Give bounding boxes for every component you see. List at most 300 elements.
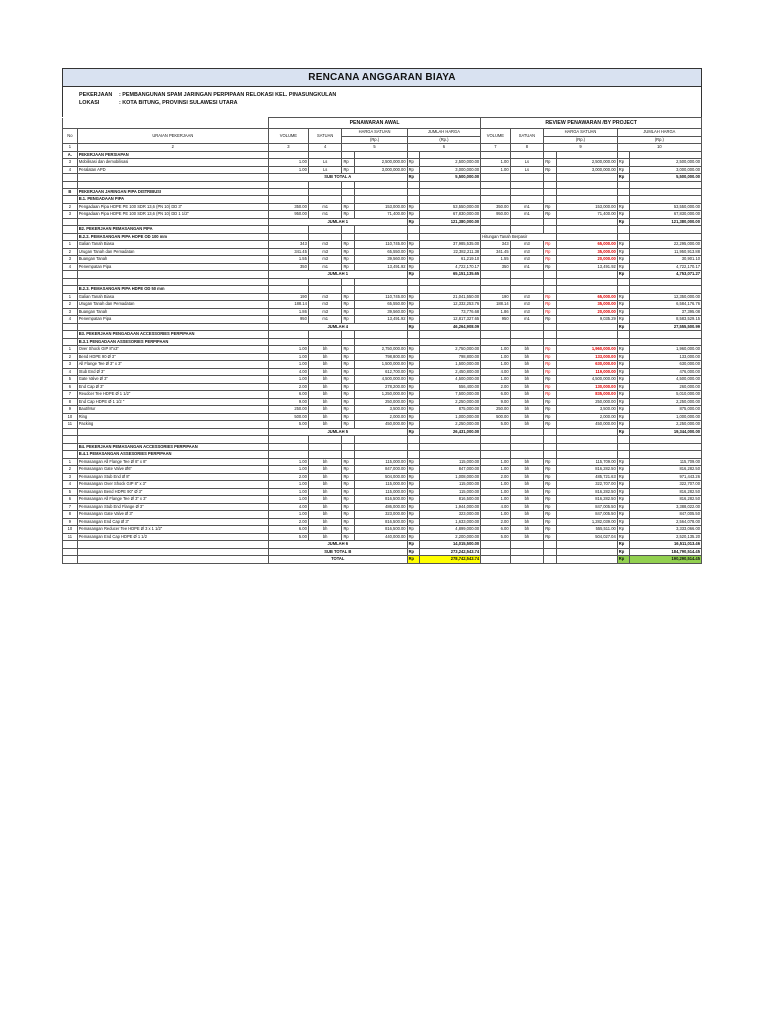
review-unit-price-cell: 153,000.00 [556, 203, 617, 211]
row-number: 7 [63, 503, 78, 511]
currency-label: Rp [617, 361, 630, 369]
review-unit-cell: bh [510, 421, 544, 429]
empty-cell [481, 278, 510, 285]
review-unit-cell: bh [510, 383, 544, 391]
review-total-price-cell: 1,000,000.00 [630, 413, 702, 421]
total-price-cell: 115,000.00 [420, 488, 481, 496]
currency-label: Rp [544, 511, 557, 519]
item-description: Pemasangan Stub End Flange Ø 3" [77, 503, 268, 511]
section-title: PEKERJAAN PERSIAPAN [77, 151, 268, 159]
currency-label: Rp [342, 166, 355, 174]
table-row [63, 458, 702, 466]
review-total-price-cell: 4,500,000.00 [630, 376, 702, 384]
unit-price-cell: 13,491.92 [355, 263, 408, 271]
currency-label: Rp [407, 241, 420, 249]
review-volume-cell: 1.00 [481, 488, 510, 496]
subsection-row [63, 451, 702, 459]
review-unit-price-cell: 119,000.00 [556, 368, 617, 376]
col-satuan-review: SATUAN [510, 129, 544, 144]
total-price-cell: 556,400.00 [420, 383, 481, 391]
unit-price-cell: 115,000.00 [355, 488, 408, 496]
table-row [63, 248, 702, 256]
item-description: Pemasangan Reducer Tee HDPE Ø 3 x 1 1/2" [77, 526, 268, 534]
review-unit-price-cell: 847,005.50 [556, 511, 617, 519]
empty-cell [77, 436, 268, 443]
subsection-row [63, 338, 702, 346]
currency-label: Rp [617, 218, 630, 226]
row-number: 7 [63, 391, 78, 399]
currency-label: Rp [407, 518, 420, 526]
col-number: 5 [342, 144, 407, 152]
total-price-cell: 21,041,550.00 [420, 293, 481, 301]
currency-label: Rp [407, 308, 420, 316]
currency-label: Rp [617, 481, 630, 489]
empty-cell [544, 181, 557, 188]
table-row [63, 159, 702, 167]
empty-cell [617, 338, 630, 346]
currency-label: Rp [342, 241, 355, 249]
unit-cell: bh [308, 383, 342, 391]
subtotal-value: 14,015,500.00 [420, 541, 481, 549]
unit-rp: (Rp.) [407, 136, 481, 144]
volume-cell: 2.00 [268, 473, 308, 481]
currency-label: Rp [617, 398, 630, 406]
item-description: Pemasangan Gate Valve Ø6" [77, 466, 268, 474]
currency-label: Rp [342, 406, 355, 414]
volume-cell: 341.45 [268, 248, 308, 256]
empty-cell [510, 196, 544, 204]
review-volume-cell: 9.00 [481, 398, 510, 406]
unit-cell: bh [308, 496, 342, 504]
item-description: Urugan Tanah dan Pemadatan [77, 301, 268, 309]
empty-cell [268, 331, 308, 339]
empty-cell [510, 188, 544, 196]
empty-cell [617, 286, 630, 294]
empty-cell [556, 556, 617, 564]
row-number: 11 [63, 533, 78, 541]
empty-cell [63, 174, 78, 182]
empty-cell [268, 151, 308, 159]
empty-cell [355, 181, 408, 188]
review-subtotal-value: 16,511,013.46 [630, 541, 702, 549]
review-total-price-cell: 11,950,913.88 [630, 248, 702, 256]
currency-label: Rp [617, 271, 630, 279]
review-total-price-cell: 2,500,000.00 [630, 159, 702, 167]
empty-cell [544, 451, 557, 459]
review-volume-cell: 2.00 [481, 383, 510, 391]
review-total-price-cell: 53,550,000.00 [630, 203, 702, 211]
item-description: Ring [77, 413, 268, 421]
empty-cell [342, 226, 355, 234]
lokasi-row [79, 100, 701, 108]
unit-price-cell: 13,491.92 [355, 316, 408, 324]
unit-cell: bh [308, 533, 342, 541]
total-price-cell: 115,000.00 [420, 458, 481, 466]
currency-label: Rp [342, 301, 355, 309]
empty-cell [544, 556, 557, 564]
review-unit-price-cell: 115,709.00 [556, 458, 617, 466]
table-row [63, 263, 702, 271]
item-description: All Flange Tee Ø 3" x 3" [77, 361, 268, 369]
review-total-price-cell: 260,000.00 [630, 383, 702, 391]
unit-price-cell: 65,550.00 [355, 248, 408, 256]
review-volume-cell: 343 [481, 241, 510, 249]
review-volume-cell: 250.00 [481, 406, 510, 414]
empty-cell [355, 331, 408, 339]
currency-label: Rp [342, 526, 355, 534]
currency-label: Rp [617, 488, 630, 496]
subsection-row [63, 286, 702, 294]
currency-label: Rp [342, 458, 355, 466]
review-total-price-cell: 2,564,078.00 [630, 518, 702, 526]
volume-cell: 350.00 [268, 203, 308, 211]
review-volume-cell: 341.45 [481, 248, 510, 256]
section-row [63, 188, 702, 196]
empty-cell [308, 196, 342, 204]
total-price-cell: 4,722,170.17 [420, 263, 481, 271]
review-unit-cell: m3 [510, 301, 544, 309]
currency-label: Rp [544, 473, 557, 481]
col-number: 4 [308, 144, 342, 152]
empty-cell [510, 278, 544, 285]
total-price-cell: 115,000.00 [420, 481, 481, 489]
subtotal-row [63, 323, 702, 331]
review-volume-cell: 2.00 [481, 518, 510, 526]
table-row [63, 533, 702, 541]
empty-cell [544, 218, 557, 226]
item-description: Gate Valve Ø 3" [77, 376, 268, 384]
col-uraian: URAIAN PEKERJAAN [77, 129, 268, 144]
currency-label: Rp [342, 518, 355, 526]
total-price-cell: 53,550,000.00 [420, 203, 481, 211]
total-price-cell: 37,985,535.00 [420, 241, 481, 249]
unit-cell: m3 [308, 256, 342, 264]
subtotal-row [63, 548, 702, 556]
currency-label: Rp [544, 391, 557, 399]
empty-cell [510, 226, 544, 234]
currency-label: Rp [342, 488, 355, 496]
row-number: 6 [63, 496, 78, 504]
review-subtotal-value: 184,790,514.45 [630, 548, 702, 556]
empty-cell [481, 218, 510, 226]
currency-label: Rp [617, 368, 630, 376]
currency-label: Rp [544, 256, 557, 264]
item-description: Buangan Tanah [77, 308, 268, 316]
blank-row [63, 436, 702, 443]
empty-cell [342, 233, 355, 241]
review-unit-cell: bh [510, 503, 544, 511]
unit-cell: bh [308, 511, 342, 519]
empty-cell [556, 188, 617, 196]
row-number: 2 [63, 248, 78, 256]
empty-cell [556, 443, 617, 451]
item-description: End Cap Ø 3" [77, 383, 268, 391]
subsection-title: B.1. PENGADAAN PIPA [77, 196, 268, 204]
currency-label: Rp [544, 518, 557, 526]
volume-cell: 1.00 [268, 496, 308, 504]
review-total-price-cell: 630,000.00 [630, 361, 702, 369]
review-unit-price-cell: 322,707.00 [556, 481, 617, 489]
review-unit-cell: m3 [510, 293, 544, 301]
review-volume-cell: 500.00 [481, 413, 510, 421]
total-price-cell: 73,776.68 [420, 308, 481, 316]
currency-label: Rp [342, 413, 355, 421]
currency-label: Rp [544, 503, 557, 511]
currency-label: Rp [407, 428, 420, 436]
item-description: Baut/Mur [77, 406, 268, 414]
item-description: Galian Tanah Biasa [77, 241, 268, 249]
review-subtotal-value: 27,555,500.99 [630, 323, 702, 331]
review-unit-cell: m1 [510, 203, 544, 211]
empty-cell [407, 331, 420, 339]
empty-cell [355, 436, 408, 443]
row-number: 6 [63, 383, 78, 391]
review-volume-cell: 1.00 [481, 481, 510, 489]
currency-label: Rp [544, 159, 557, 167]
table-row [63, 511, 702, 519]
currency-label: Rp [342, 533, 355, 541]
empty-cell [77, 181, 268, 188]
empty-cell [510, 556, 544, 564]
col-number: 1 [63, 144, 78, 152]
review-unit-price-cell: 9,035.29 [556, 316, 617, 324]
volume-cell: 2.00 [268, 518, 308, 526]
empty-cell [63, 323, 78, 331]
review-unit-cell: bh [510, 413, 544, 421]
col-no: No [63, 129, 78, 144]
currency-label: Rp [544, 421, 557, 429]
review-volume-cell: 4.00 [481, 368, 510, 376]
blank-row [63, 181, 702, 188]
col-number: 2 [77, 144, 268, 152]
review-unit-price-cell: 1,282,039.00 [556, 518, 617, 526]
empty-cell [630, 196, 702, 204]
empty-cell [308, 188, 342, 196]
currency-label: Rp [617, 526, 630, 534]
review-unit-price-cell: 3,000,000.00 [556, 166, 617, 174]
col-satuan: SATUAN [308, 129, 342, 144]
empty-cell [630, 151, 702, 159]
table-row [63, 526, 702, 534]
row-number: 4 [63, 263, 78, 271]
row-number: 1 [63, 241, 78, 249]
currency-label: Rp [407, 218, 420, 226]
currency-label: Rp [407, 406, 420, 414]
empty-cell [420, 226, 481, 234]
empty-cell [342, 286, 355, 294]
row-number: 2 [63, 203, 78, 211]
review-unit-price-cell: 20,000.00 [556, 256, 617, 264]
empty-cell [268, 181, 308, 188]
total-price-cell: 12,817,327.65 [420, 316, 481, 324]
empty-cell [355, 286, 408, 294]
empty-cell [510, 541, 544, 549]
currency-label: Rp [544, 293, 557, 301]
currency-label: Rp [407, 511, 420, 519]
review-unit-cell: m3 [510, 308, 544, 316]
empty-cell [268, 436, 308, 443]
empty-cell [556, 226, 617, 234]
currency-label: Rp [544, 398, 557, 406]
unit-price-cell: 2,750,000.00 [355, 346, 408, 354]
subsection-title: B.4.1 PEMASANGAN ASSESORIES PERPIPAAN [77, 451, 268, 459]
empty-cell [420, 181, 481, 188]
row-number: 1 [63, 458, 78, 466]
unit-cell: m1 [308, 316, 342, 324]
review-volume-cell: 1.00 [481, 353, 510, 361]
volume-cell: 9.00 [268, 398, 308, 406]
total-price-cell: 1,633,000.00 [420, 518, 481, 526]
empty-cell [77, 323, 268, 331]
review-volume-cell: 950.00 [481, 211, 510, 219]
empty-cell [420, 233, 481, 241]
currency-label: Rp [617, 428, 630, 436]
currency-label: Rp [617, 473, 630, 481]
row-number: 10 [63, 526, 78, 534]
currency-label: Rp [342, 346, 355, 354]
review-total-price-cell: 37,395.08 [630, 308, 702, 316]
subsection-row [63, 443, 702, 451]
empty-cell [308, 286, 342, 294]
review-unit-price-cell: 65,000.00 [556, 293, 617, 301]
column-number-row [63, 144, 702, 152]
empty-cell [407, 286, 420, 294]
review-unit-cell: bh [510, 353, 544, 361]
review-unit-cell: bh [510, 346, 544, 354]
empty-cell [556, 436, 617, 443]
total-price-cell: 798,800.00 [420, 353, 481, 361]
blank-row [63, 278, 702, 285]
review-total-price-cell: 3,333,066.00 [630, 526, 702, 534]
volume-cell: 6.00 [268, 391, 308, 399]
total-price-cell: 2,200,000.00 [420, 533, 481, 541]
row-number: 10 [63, 413, 78, 421]
review-volume-cell: 1.00 [481, 466, 510, 474]
item-description: Peralatan APD [77, 166, 268, 174]
review-unit-cell: m1 [510, 316, 544, 324]
currency-label: Rp [544, 458, 557, 466]
empty-cell [268, 338, 308, 346]
review-note: Hitungan Tanah Berpasir [481, 233, 557, 241]
empty-cell [77, 548, 268, 556]
subtotal-value: 121,380,000.00 [420, 218, 481, 226]
review-unit-cell: bh [510, 518, 544, 526]
subtotal-row [63, 541, 702, 549]
empty-cell [544, 443, 557, 451]
unit-price-cell: 39,560.00 [355, 308, 408, 316]
empty-cell [268, 233, 308, 241]
review-unit-cell: m3 [510, 256, 544, 264]
empty-cell [355, 451, 408, 459]
unit-price-cell: 65,550.00 [355, 301, 408, 309]
currency-label: Rp [342, 511, 355, 519]
currency-label: Rp [617, 308, 630, 316]
currency-label: Rp [407, 556, 420, 564]
unit-price-cell: 847,000.00 [355, 466, 408, 474]
empty-cell [268, 226, 308, 234]
empty-cell [617, 436, 630, 443]
review-total-price-cell: 2,250,000.00 [630, 421, 702, 429]
unit-price-cell: 323,000.00 [355, 511, 408, 519]
row-number: 3 [63, 159, 78, 167]
currency-label: Rp [407, 271, 420, 279]
group-header-row [63, 118, 702, 129]
row-number: 1 [63, 293, 78, 301]
review-unit-price-cell: 35,000.00 [556, 248, 617, 256]
subtotal-value: 5,500,000.00 [420, 174, 481, 182]
unit-cell: Ls [308, 159, 342, 167]
empty-cell [481, 174, 510, 182]
unit-cell: m3 [308, 308, 342, 316]
total-price-cell: 22,382,211.38 [420, 248, 481, 256]
total-price-cell: 2,250,000.00 [420, 421, 481, 429]
review-total-price-cell: 971,443.26 [630, 473, 702, 481]
total-price-cell: 4,899,000.00 [420, 526, 481, 534]
currency-label: Rp [544, 301, 557, 309]
col-harga-satuan: HARGA SATUAN [342, 129, 407, 137]
currency-label: Rp [407, 548, 420, 556]
row-number: 5 [63, 376, 78, 384]
empty-cell [630, 436, 702, 443]
table-row [63, 406, 702, 414]
currency-label: Rp [617, 159, 630, 167]
review-unit-cell: m1 [510, 263, 544, 271]
currency-label: Rp [407, 496, 420, 504]
empty-cell [630, 278, 702, 285]
col-jumlah-harga-review: JUMLAH HARGA [617, 129, 701, 137]
col-number: 9 [544, 144, 618, 152]
subtotal-label: JUMLAH 1 [268, 218, 407, 226]
currency-label: Rp [617, 421, 630, 429]
table-row [63, 368, 702, 376]
lokasi-label: LOKASI [79, 99, 100, 106]
row-number: 3 [63, 308, 78, 316]
currency-label: Rp [617, 533, 630, 541]
unit-cell: Ls [308, 166, 342, 174]
empty-cell [63, 541, 78, 549]
review-unit-price-cell: 133,000.00 [556, 353, 617, 361]
currency-label: Rp [407, 533, 420, 541]
subsection-title: B.2.2. PEMASANGAN PIPA HOPE OD 100 mm [77, 233, 268, 241]
currency-label: Rp [407, 413, 420, 421]
empty-cell [420, 443, 481, 451]
empty-cell [510, 151, 544, 159]
review-unit-cell: Ls [510, 166, 544, 174]
empty-cell [308, 443, 342, 451]
review-volume-cell: 350 [481, 263, 510, 271]
table-row [63, 241, 702, 249]
table-row [63, 391, 702, 399]
empty-cell [510, 218, 544, 226]
unit-cell: bh [308, 421, 342, 429]
row-number [63, 286, 78, 294]
empty-cell [556, 331, 617, 339]
review-subtotal-value: 19,344,000.00 [630, 428, 702, 436]
row-number [63, 233, 78, 241]
subtotal-label: TOTAL [268, 556, 407, 564]
review-unit-cell: bh [510, 376, 544, 384]
empty-cell [544, 331, 557, 339]
currency-label: Rp [407, 458, 420, 466]
currency-label: Rp [544, 526, 557, 534]
total-price-cell: 323,000.00 [420, 511, 481, 519]
unit-price-cell: 816,500.00 [355, 496, 408, 504]
review-unit-price-cell: 35,000.00 [556, 301, 617, 309]
currency-label: Rp [342, 481, 355, 489]
review-total-price-cell: 476,000.00 [630, 368, 702, 376]
review-total-price-cell: 115,709.00 [630, 458, 702, 466]
unit-price-cell: 798,800.00 [355, 353, 408, 361]
